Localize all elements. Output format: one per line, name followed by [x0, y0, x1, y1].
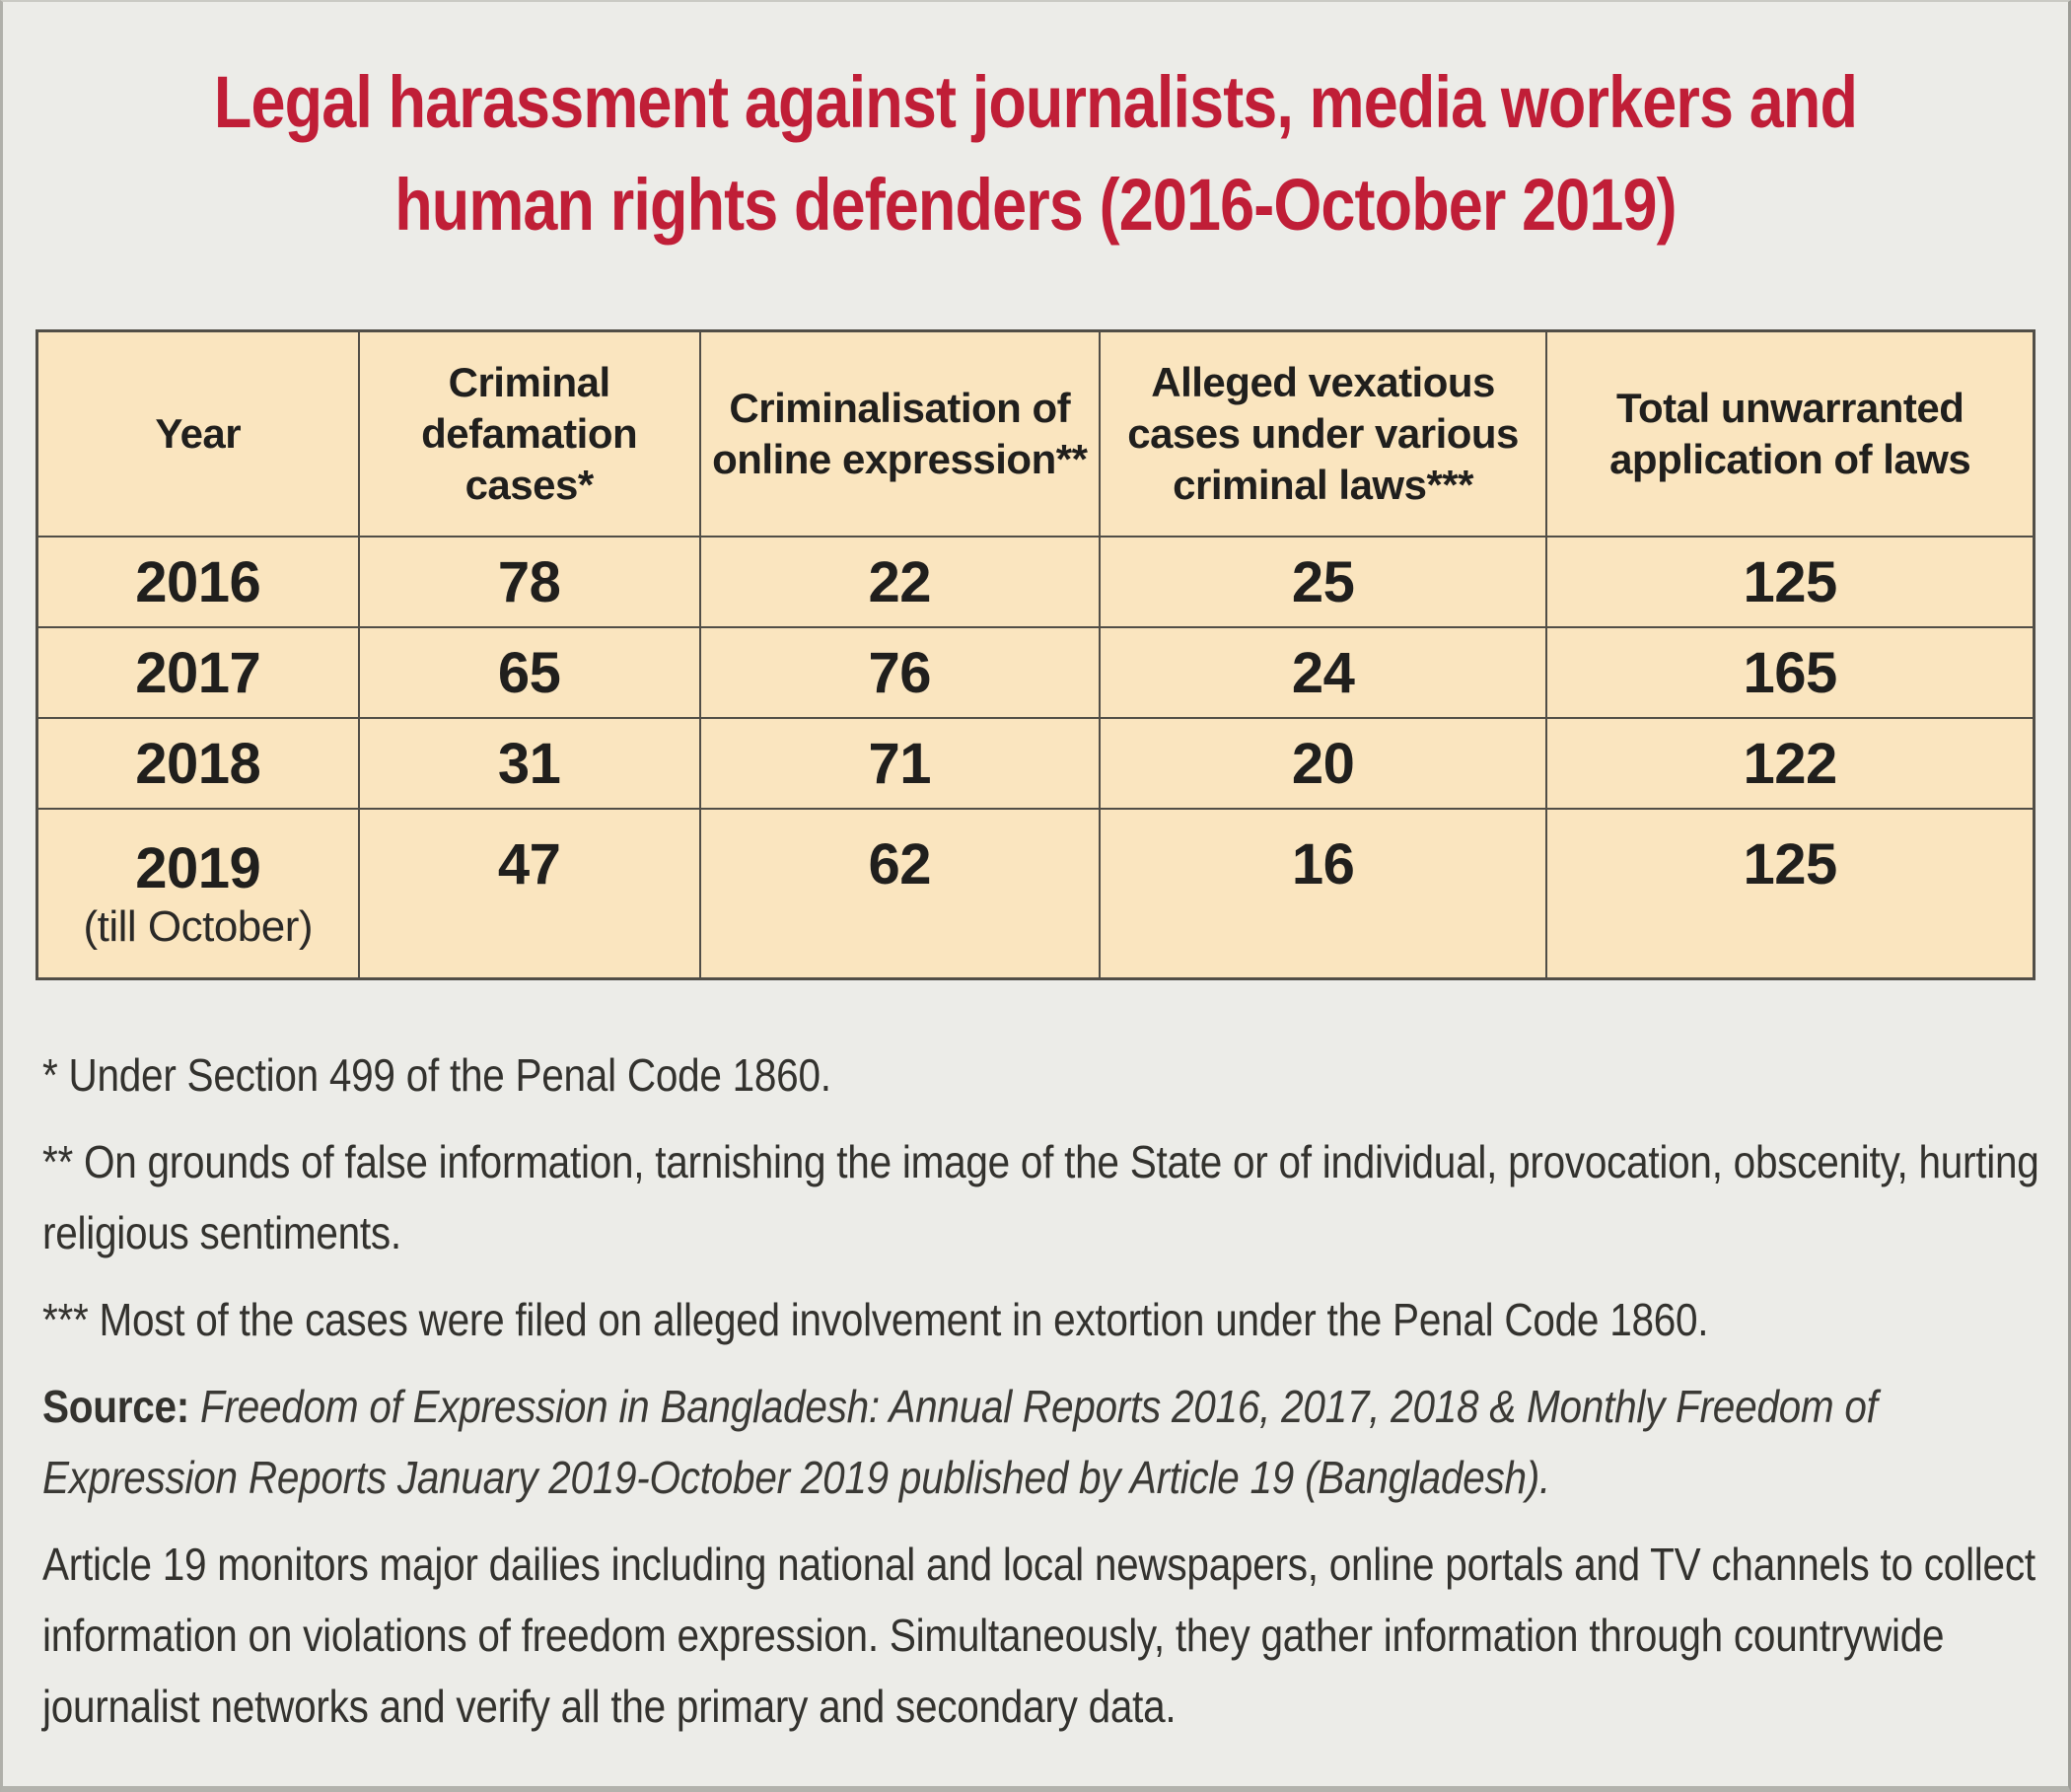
value-cell: 71	[700, 718, 1100, 809]
value-cell: 25	[1100, 537, 1547, 627]
value-cell: 165	[1546, 627, 2034, 718]
year-value: 2016	[135, 549, 261, 614]
source-note	[42, 1355, 2040, 1513]
table-row	[37, 718, 2035, 809]
value-cell: 125	[1546, 809, 2034, 979]
value-cell: 65	[359, 627, 700, 718]
value-cell: 47	[359, 809, 700, 979]
table-container	[36, 329, 2035, 980]
column-header-0: Year	[37, 331, 359, 538]
table-row	[37, 537, 2035, 627]
year-value: 2019	[135, 835, 261, 900]
page-title	[158, 51, 1913, 256]
page-title-line-2: human rights defenders (2016-October 2019)	[394, 164, 1677, 246]
data-table	[36, 329, 2035, 980]
column-header-2: Criminalisation of online expression**	[700, 331, 1100, 538]
source-text: Freedom of Expression in Bangladesh: Annual Reports 2016, 2017, 2018 & Monthly Freedom of Expression Reports January 2019-October 2019 published by Article 19 (Bangladesh).	[42, 1381, 1878, 1503]
source-label: Source:	[42, 1381, 190, 1432]
year-cell	[37, 718, 359, 809]
value-cell: 24	[1100, 627, 1547, 718]
table-body	[37, 537, 2035, 979]
year-value: 2018	[135, 731, 261, 796]
value-cell: 76	[700, 627, 1100, 718]
value-cell: 20	[1100, 718, 1547, 809]
year-value: 2017	[135, 640, 261, 705]
about-note: Article 19 monitors major dailies including national and local newspapers, online portals and TV channels to collect information on violations of freedom expression. Simultaneously, they gather information through countrywide journalist networks and verify all the primary and secondary data.	[42, 1539, 2035, 1732]
footnote-3: *** Most of the cases were filed on alleged involvement in extortion under the Penal Code 1860.	[42, 1294, 1709, 1345]
column-header-3: Alleged vexatious cases under various criminal laws***	[1100, 331, 1547, 538]
value-cell: 62	[700, 809, 1100, 979]
value-cell: 16	[1100, 809, 1547, 979]
value-cell: 78	[359, 537, 700, 627]
value-cell: 22	[700, 537, 1100, 627]
page-title-line-1: Legal harassment against journalists, media workers and	[213, 61, 1858, 143]
value-cell: 125	[1546, 537, 2034, 627]
value-cell: 122	[1546, 718, 2034, 809]
year-cell	[37, 809, 359, 979]
year-note: (till October)	[83, 901, 314, 951]
column-header-1: Criminal defamation cases*	[359, 331, 700, 538]
value-cell: 31	[359, 718, 700, 809]
table-row	[37, 627, 2035, 718]
table-row	[37, 809, 2035, 979]
column-header-4: Total unwarranted application of laws	[1546, 331, 2034, 538]
table-header-row	[37, 331, 2035, 538]
footnote-2: ** On grounds of false information, tarnishing the image of the State or of individual, provocation, obscenity, hurting religious sentiments.	[42, 1136, 2039, 1258]
footnote-1: * Under Section 499 of the Penal Code 1860.	[42, 1049, 831, 1101]
year-cell	[37, 627, 359, 718]
year-cell	[37, 537, 359, 627]
notes-section	[42, 1039, 2040, 1742]
